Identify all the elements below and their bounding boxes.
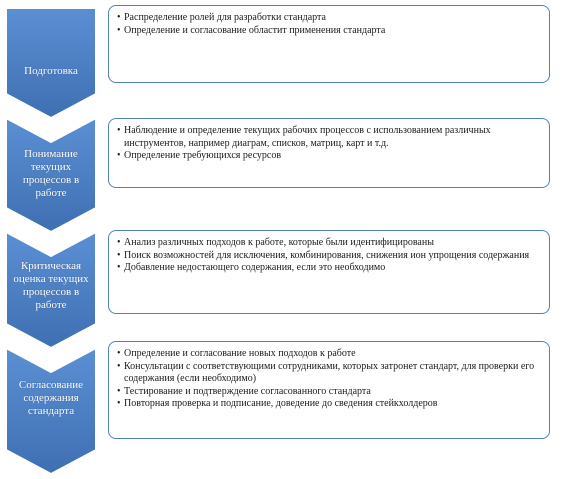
stage-box-assessment (108, 230, 550, 314)
list-item: • Консультации с соответствующими сотрудниками, которых затронет стандарт, для проверки его содержания (если необходимо) (117, 361, 541, 386)
list-item: • Определение и согласование областит применения стандарта (117, 25, 541, 38)
list-item: • Повторная проверка и подписание, доведение до сведения стейкхолдеров (117, 398, 541, 411)
list-item: • Тестирование и подтверждение согласованного стандарта (117, 386, 541, 399)
stage-box-understanding (108, 118, 550, 188)
list-item: • Определение и согласование новых подходов к работе (117, 348, 541, 361)
list-item: • Определение требующихся ресурсов (117, 150, 541, 163)
list-item: • Анализ различных подходов к работе, которые были идентифицированы (117, 237, 541, 250)
list-item: • Наблюдение и определение текущих рабочих процессов с использованием различных инструментов, например диаграм, списков, матриц, карт и т.д. (117, 125, 541, 150)
stage-label-assessment: Критическая оценка текущих процессов в работе (13, 260, 89, 311)
stage-box-agreement (108, 341, 550, 439)
stage-label-preparation: Подготовка (24, 64, 78, 77)
stage-label-understanding: Понимание текущих процессов в работе (22, 148, 80, 199)
stage-items-assessment (117, 237, 541, 275)
stage-items-preparation (117, 12, 541, 37)
list-item: • Поиск возможностей для исключения, комбинирования, снижения ион упрощения содержания (117, 250, 541, 263)
stage-box-preparation (108, 5, 550, 83)
list-item: • Распределение ролей для разработки стандарта (117, 12, 541, 25)
stage-label-agreement: Согласование содержания стандарта (18, 378, 84, 417)
list-item: • Добавление недостающего содержания, если это необходимо (117, 262, 541, 275)
stage-items-understanding (117, 125, 541, 163)
stage-items-agreement (117, 348, 541, 411)
